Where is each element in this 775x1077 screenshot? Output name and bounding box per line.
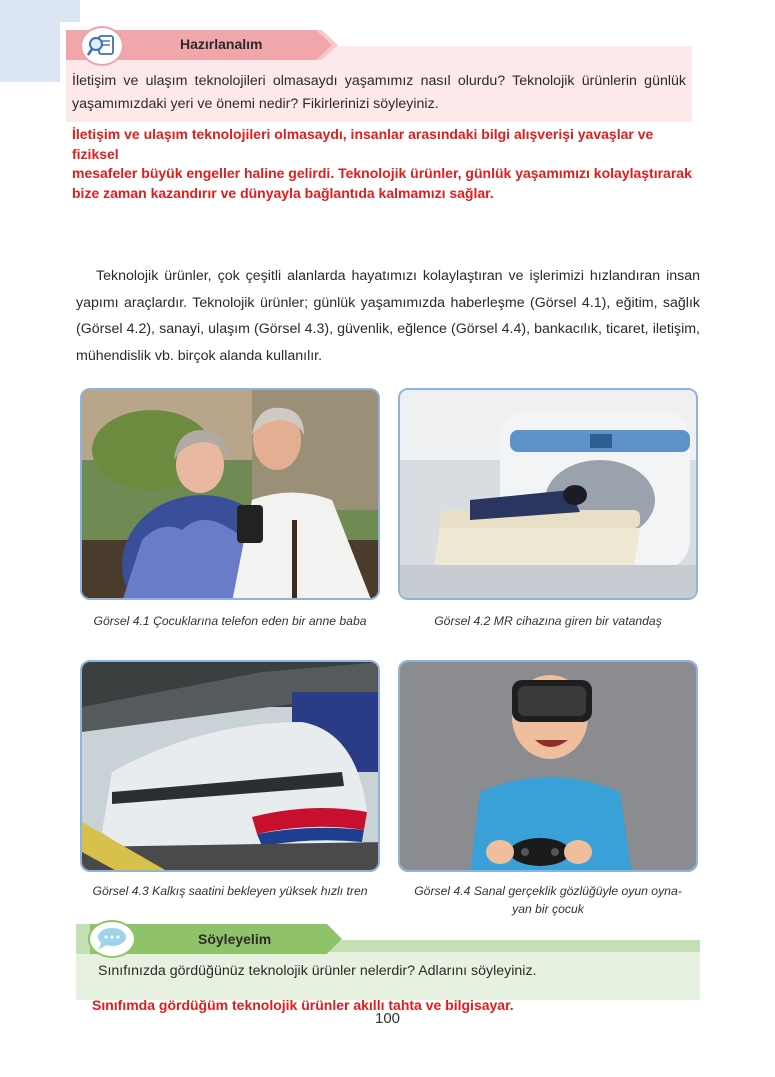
page-number: 100 <box>374 1010 401 1027</box>
caption-line: yan bir çocuk <box>512 902 584 916</box>
vr-boy-image <box>400 662 698 872</box>
answer-line: mesafeler büyük engeller haline gelirdi. Teknolojik ürünler, günlük yaşamımızı kolaylaştırarak <box>72 165 692 181</box>
caption-line: Görsel 4.4 Sanal gerçeklik gözlüğüyle oyun oyna- <box>414 884 682 898</box>
figure-caption: Görsel 4.2 MR cihazına giren bir vatandaş <box>434 614 662 628</box>
elderly-couple-image <box>82 390 380 600</box>
soyleyelim-question: Sınıfınızda gördüğünüz teknolojik ürünler nelerdir? Adlarını söyleyiniz. <box>98 963 537 979</box>
hazirlanalim-question: İletişim ve ulaşım teknolojileri olmasaydı yaşamımız nasıl olurdu? Teknolojik ürünlerin günlük yaşamımızdaki yeri ve önemi nedir? Fikirlerinizi söyleyiniz. <box>72 73 686 112</box>
figure-caption: Görsel 4.1 Çocuklarına telefon eden bir anne baba <box>93 614 367 628</box>
figure-vr-boy <box>398 660 698 872</box>
figure-caption: Görsel 4.3 Kalkış saatini bekleyen yüksek hızlı tren <box>92 884 368 898</box>
hazirlanalim-title: Hazırlanalım <box>180 36 263 52</box>
hazirlanalim-icon <box>80 26 124 66</box>
hazirlanalim-answer <box>72 125 692 203</box>
train-image <box>82 662 380 872</box>
figure-caption <box>398 882 698 918</box>
soyleyelim-strip <box>330 940 700 952</box>
answer-line: İletişim ve ulaşım teknolojileri olmasaydı, insanlar arasındaki bilgi alışverişi yavaşlar ve fiziksel <box>72 126 654 162</box>
soyleyelim-title: Söyleyelim <box>198 931 272 947</box>
figure-elderly-couple-phone <box>80 388 380 600</box>
figure-high-speed-train <box>80 660 380 872</box>
body-paragraph: Teknolojik ürünler, çok çeşitli alanlarda hayatımızı kolaylaştıran ve işlerimizi hızlandıran insan yapımı araçlardır. Teknolojik ürünler; günlük yaşamımızda haberleşme (Görsel 4.1), eğitim, sağlık (Görsel 4.2), sanayi, ulaşım (Görsel 4.3), güvenlik, eğlence (Görsel 4.4), bankacılık, ticaret, iletişim, mühendislik vb. birçok alanda kullanılır. <box>76 268 700 364</box>
answer-line: bize zaman kazandırır ve dünyayla bağlantıda kalmamızı sağlar. <box>72 184 494 201</box>
mri-image <box>400 390 698 600</box>
speech-bubble-icon <box>88 920 136 958</box>
magnifier-notebook-icon <box>87 33 117 59</box>
soyleyelim-answer: Sınıfımda gördüğüm teknolojik ürünler akıllı tahta ve bilgisayar. <box>92 997 514 1013</box>
figure-mri-machine <box>398 388 698 600</box>
